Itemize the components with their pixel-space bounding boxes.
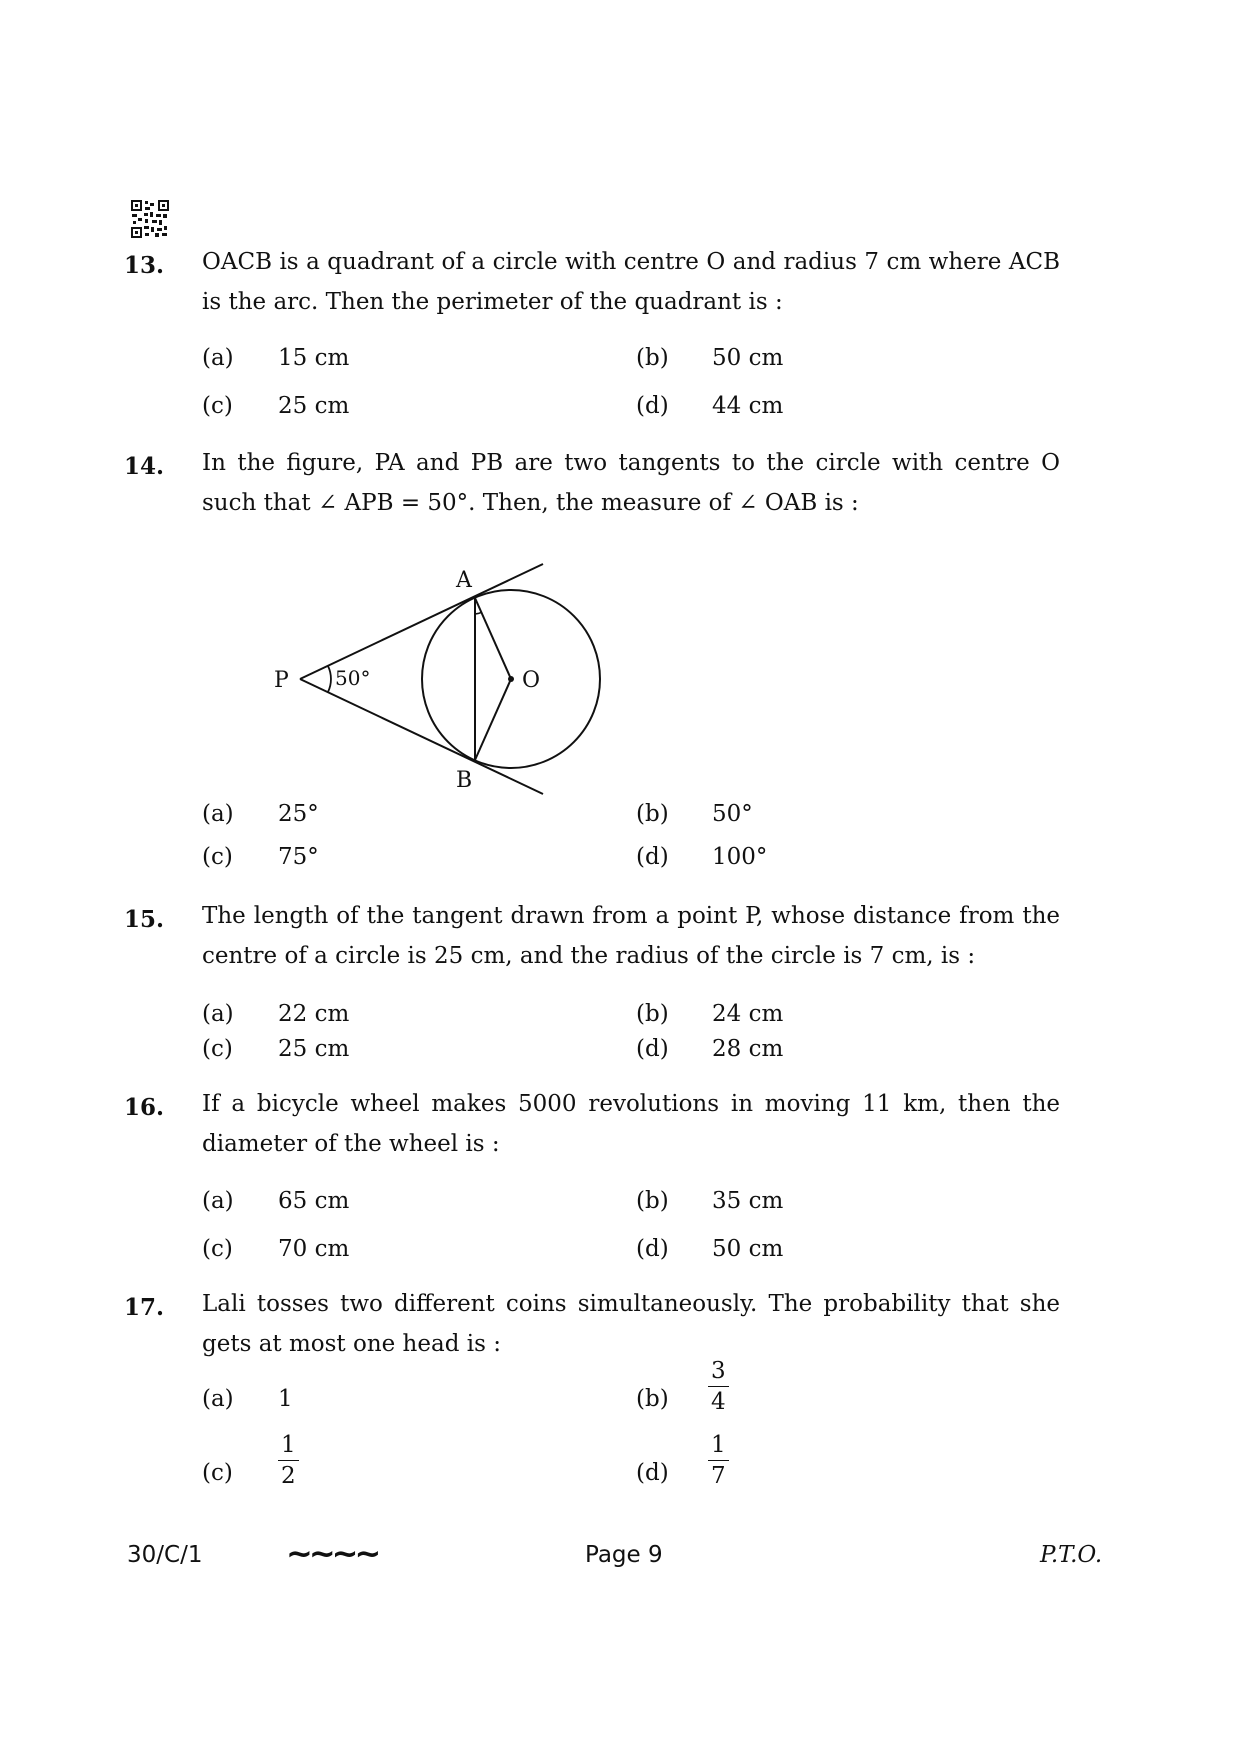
question-text: Lali tosses two different coins simultaneously. The probability that she gets at most one head is :: [202, 1291, 1060, 1357]
question-number: 16.: [124, 1094, 165, 1121]
question-text: The length of the tangent drawn from a point P, whose distance from the centre of a circle is 25 cm, and the radius of the circle is 7 cm, is :: [202, 903, 1060, 969]
question-number: 14.: [124, 453, 165, 480]
option-label: (d): [636, 1036, 669, 1062]
fraction: [278, 1430, 299, 1491]
option-label: (b): [636, 1386, 669, 1412]
question-number: 13.: [124, 252, 165, 279]
option-label: (b): [636, 1188, 669, 1214]
question-text: OACB is a quadrant of a circle with centre O and radius 7 cm where ACB is the arc. Then the perimeter of the quadrant is :: [202, 249, 1060, 315]
option-value: 75°: [278, 844, 319, 870]
fraction-numerator: 1: [708, 1430, 729, 1461]
question-number: 15.: [124, 906, 165, 933]
option-value: 25 cm: [278, 1036, 350, 1062]
option-value: 100°: [712, 844, 768, 870]
fraction-numerator: 3: [708, 1356, 729, 1387]
radius-ob: [475, 679, 511, 760]
footer-code: 30/C/1: [127, 1542, 203, 1568]
question-number: 17.: [124, 1294, 165, 1321]
option-value: 44 cm: [712, 393, 784, 419]
option-label: (a): [202, 1001, 234, 1027]
option-value: 24 cm: [712, 1001, 784, 1027]
option-value: 35 cm: [712, 1188, 784, 1214]
option-value: 50 cm: [712, 1236, 784, 1262]
footer-ornament: ~~~~: [286, 1534, 378, 1572]
pto-label: P.T.O.: [1040, 1542, 1103, 1568]
fraction-denominator: 7: [711, 1463, 726, 1489]
option-label: (a): [202, 1386, 234, 1412]
option-label: (c): [202, 1036, 233, 1062]
radius-oa: [475, 598, 511, 679]
option-value: 25 cm: [278, 393, 350, 419]
tangent-circle-figure: [260, 550, 620, 800]
option-label: (b): [636, 1001, 669, 1027]
option-value: 15 cm: [278, 345, 350, 371]
angle-arc-p: [328, 666, 331, 692]
tangent-pb: [300, 679, 543, 794]
option-value: 50 cm: [712, 345, 784, 371]
label-a: A: [456, 568, 472, 593]
option-label: (d): [636, 844, 669, 870]
angle-label: 50°: [335, 666, 371, 690]
option-label: (a): [202, 801, 234, 827]
page-number: Page 9: [585, 1542, 663, 1568]
option-value: 25°: [278, 801, 319, 827]
tangent-pa: [300, 564, 543, 679]
option-value: 22 cm: [278, 1001, 350, 1027]
label-p: P: [274, 668, 289, 693]
option-label: (d): [636, 1236, 669, 1262]
fraction: [708, 1356, 729, 1417]
label-b: B: [456, 768, 473, 793]
option-label: (a): [202, 1188, 234, 1214]
option-value: 1: [278, 1386, 293, 1412]
option-value: 70 cm: [278, 1236, 350, 1262]
option-label: (b): [636, 345, 669, 371]
option-label: (b): [636, 801, 669, 827]
fraction: [708, 1430, 729, 1491]
option-label: (c): [202, 1460, 233, 1486]
centre-point: [508, 676, 514, 682]
option-label: (a): [202, 345, 234, 371]
qr-code-icon: [131, 200, 169, 238]
fraction-denominator: 4: [711, 1389, 726, 1415]
question-text: If a bicycle wheel makes 5000 revolutions in moving 11 km, then the diameter of the wheel is :: [202, 1091, 1060, 1157]
option-label: (c): [202, 844, 233, 870]
fraction-numerator: 1: [278, 1430, 299, 1461]
option-label: (c): [202, 393, 233, 419]
fraction-denominator: 2: [281, 1463, 296, 1489]
option-label: (d): [636, 393, 669, 419]
option-value: 50°: [712, 801, 753, 827]
label-o: O: [522, 668, 541, 693]
option-label: (d): [636, 1460, 669, 1486]
option-value: 28 cm: [712, 1036, 784, 1062]
question-text: In the figure, PA and PB are two tangents to the circle with centre O such that ∠ APB = 50°. Then, the measure of ∠ OAB is :: [202, 450, 1060, 516]
option-value: 65 cm: [278, 1188, 350, 1214]
option-label: (c): [202, 1236, 233, 1262]
